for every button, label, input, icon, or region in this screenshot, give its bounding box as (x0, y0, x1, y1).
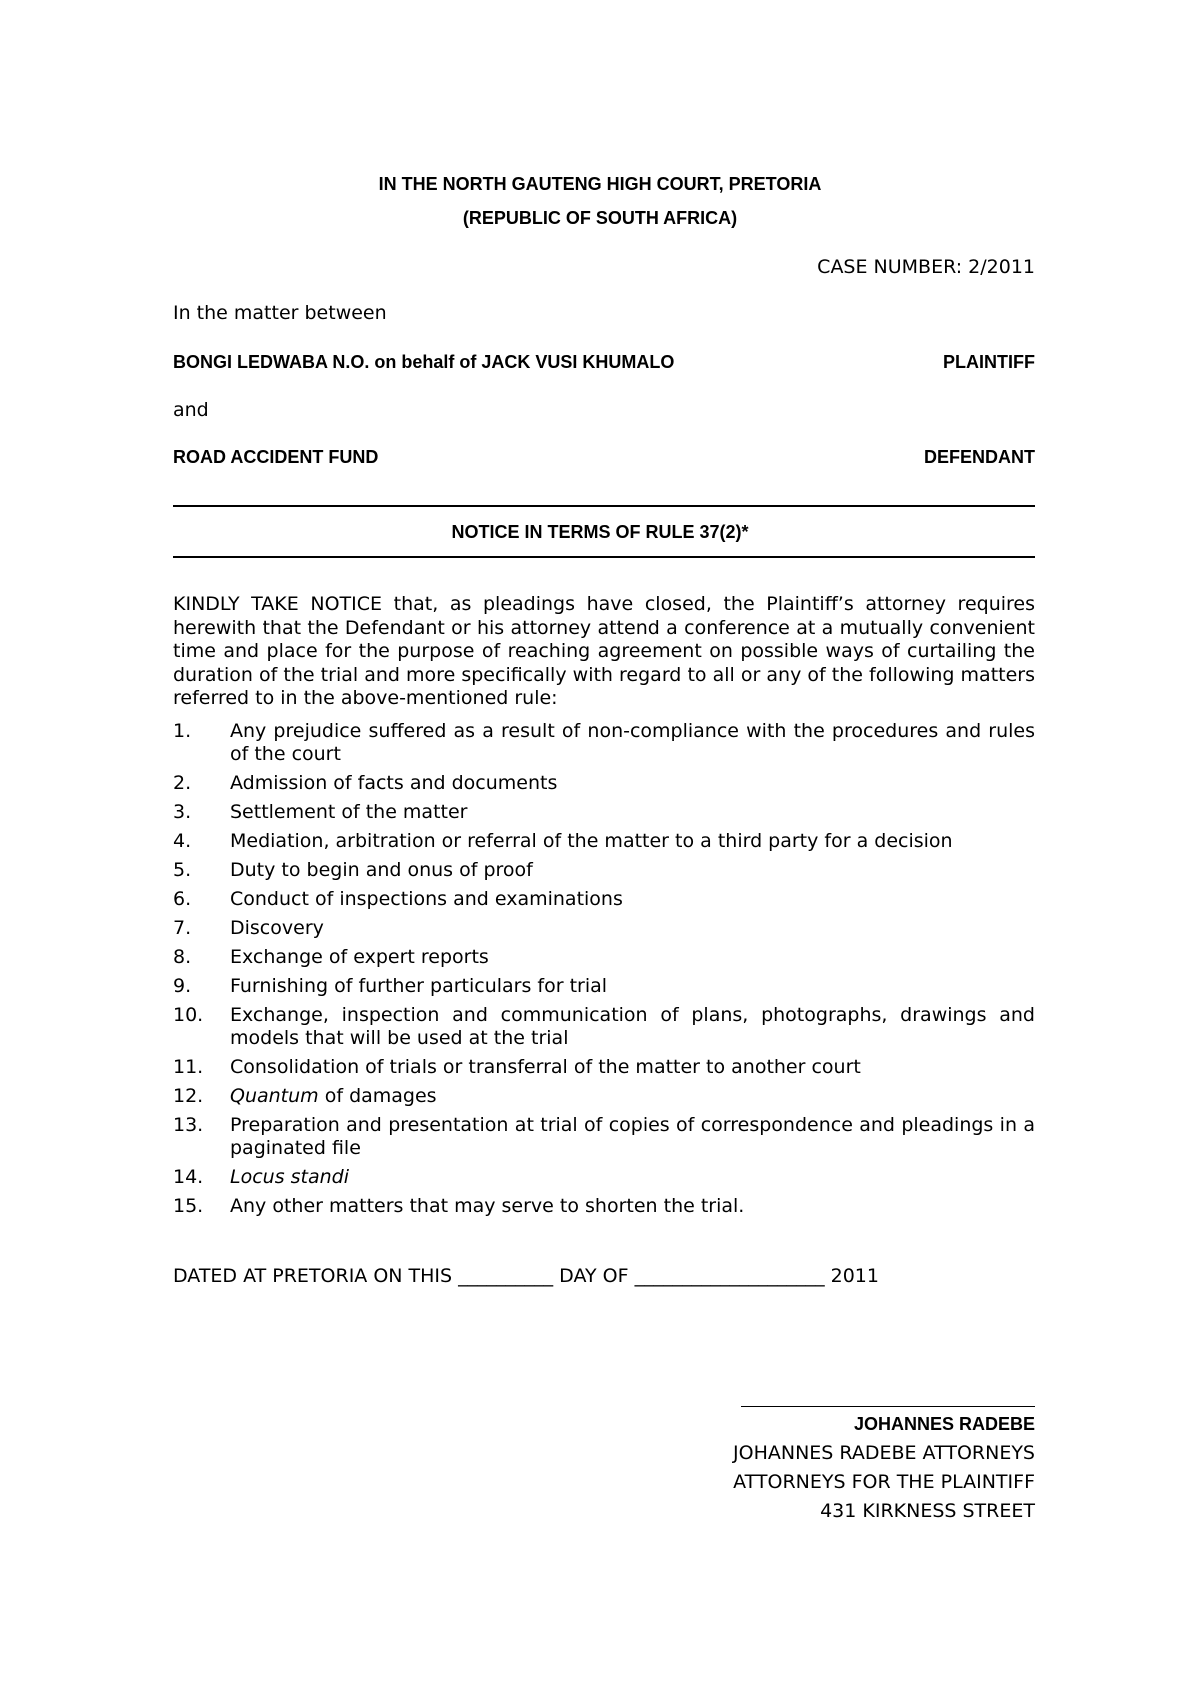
list-item-number: 9. (173, 975, 192, 997)
list-item-number: 11. (173, 1056, 204, 1078)
list-item-text (230, 772, 1035, 795)
list-item-text (230, 975, 1035, 998)
and-connector: and (173, 399, 209, 421)
list-item-number: 8. (173, 946, 192, 968)
list-item-text (230, 1004, 1042, 1050)
defendant-name: ROAD ACCIDENT FUND (173, 447, 379, 467)
list-item (173, 1085, 1035, 1108)
list-item (173, 830, 1035, 853)
list-item-body: of damages (318, 1085, 437, 1107)
list-item-italic-term: Quantum (230, 1085, 319, 1107)
list-item-number: 3. (173, 801, 192, 823)
list-item-body: Preparation and presentation at trial of copies of correspondence and pleadings in a paginated file (230, 1114, 1042, 1159)
list-item-number: 13. (173, 1114, 204, 1136)
signatory-role: ATTORNEYS FOR THE PLAINTIFF (733, 1471, 1035, 1493)
intro-paragraph: KINDLY TAKE NOTICE that, as pleadings have closed, the Plaintiff’s attorney requires herewith that the Defendant or his attorney attend a conference at a mutually convenient time and place for the purpose of reaching agreement on possible ways of curtailing the duration of the trial and more specifically with regard to all or any of the following matters referred to in the above-mentioned rule: (173, 593, 1035, 709)
court-name: IN THE NORTH GAUTENG HIGH COURT, PRETORIA (378, 174, 822, 194)
list-item-body: Any prejudice suffered as a result of non-compliance with the procedures and rules of the court (230, 720, 1042, 765)
list-item-number: 14. (173, 1166, 204, 1188)
list-item-number: 7. (173, 917, 192, 939)
list-item-body: Exchange, inspection and communication of plans, photographs, drawings and models that will be used at the trial (230, 1004, 1042, 1049)
list-item (173, 1166, 1035, 1189)
list-item (173, 720, 1042, 766)
list-item (173, 1004, 1042, 1050)
list-item-number: 6. (173, 888, 192, 910)
list-item-number: 2. (173, 772, 192, 794)
list-item-text (230, 801, 1035, 824)
list-item-number: 12. (173, 1085, 204, 1107)
list-item (173, 772, 1035, 795)
list-item-text (230, 1114, 1042, 1160)
list-item-body: Consolidation of trials or transferral of the matter to another court (230, 1056, 861, 1078)
signatory-name: JOHANNES RADEBE (853, 1414, 1035, 1434)
dated-line: DATED AT PRETORIA ON THIS __________ DAY OF ____________________ 2011 (173, 1265, 879, 1287)
list-item-body: Mediation, arbitration or referral of the matter to a third party for a decision (230, 830, 953, 852)
plaintiff-name: BONGI LEDWABA N.O. on behalf of JACK VUSI KHUMALO (173, 352, 675, 372)
list-item (173, 1195, 1035, 1218)
list-item-number: 1. (173, 720, 192, 742)
list-item-body: Furnishing of further particulars for trial (230, 975, 608, 997)
court-country: (REPUBLIC OF SOUTH AFRICA) (462, 208, 738, 228)
list-item-text (230, 1085, 1035, 1108)
signatory-address: 431 KIRKNESS STREET (820, 1500, 1035, 1522)
list-item-italic-term: Locus standi (230, 1166, 350, 1188)
matter-between: In the matter between (173, 302, 387, 324)
list-item (173, 801, 1035, 824)
list-item-number: 5. (173, 859, 192, 881)
list-item (173, 946, 1035, 969)
list-item (173, 975, 1035, 998)
case-number: CASE NUMBER: 2/2011 (817, 256, 1035, 278)
signature-line (741, 1406, 1035, 1407)
notice-title: NOTICE IN TERMS OF RULE 37(2)* (451, 522, 749, 542)
list-item-body: Duty to begin and onus of proof (230, 859, 533, 881)
list-item (173, 859, 1035, 882)
list-item-body: Any other matters that may serve to shorten the trial. (230, 1195, 745, 1217)
bottom-divider (173, 556, 1035, 558)
list-item (173, 888, 1035, 911)
list-item-text (230, 830, 1035, 853)
list-item-text (230, 859, 1035, 882)
list-item-text (230, 1166, 1035, 1189)
list-item-body: Settlement of the matter (230, 801, 468, 823)
list-item-number: 4. (173, 830, 192, 852)
list-item-text (230, 917, 1035, 940)
top-divider (173, 505, 1035, 507)
list-item-text (230, 888, 1035, 911)
list-item (173, 1114, 1042, 1160)
plaintiff-role: PLAINTIFF (943, 352, 1035, 372)
list-item-text (230, 946, 1035, 969)
matters-list (173, 720, 1042, 1224)
list-item (173, 1056, 1035, 1079)
list-item-body: Discovery (230, 917, 324, 939)
list-item-number: 10. (173, 1004, 204, 1026)
list-item-text (230, 1195, 1035, 1218)
list-item-body: Conduct of inspections and examinations (230, 888, 623, 910)
signatory-firm: JOHANNES RADEBE ATTORNEYS (733, 1442, 1035, 1464)
list-item-text (230, 1056, 1035, 1079)
list-item (173, 917, 1035, 940)
list-item-number: 15. (173, 1195, 204, 1217)
list-item-text (230, 720, 1042, 766)
list-item-body: Exchange of expert reports (230, 946, 489, 968)
defendant-role: DEFENDANT (924, 447, 1035, 467)
list-item-body: Admission of facts and documents (230, 772, 558, 794)
